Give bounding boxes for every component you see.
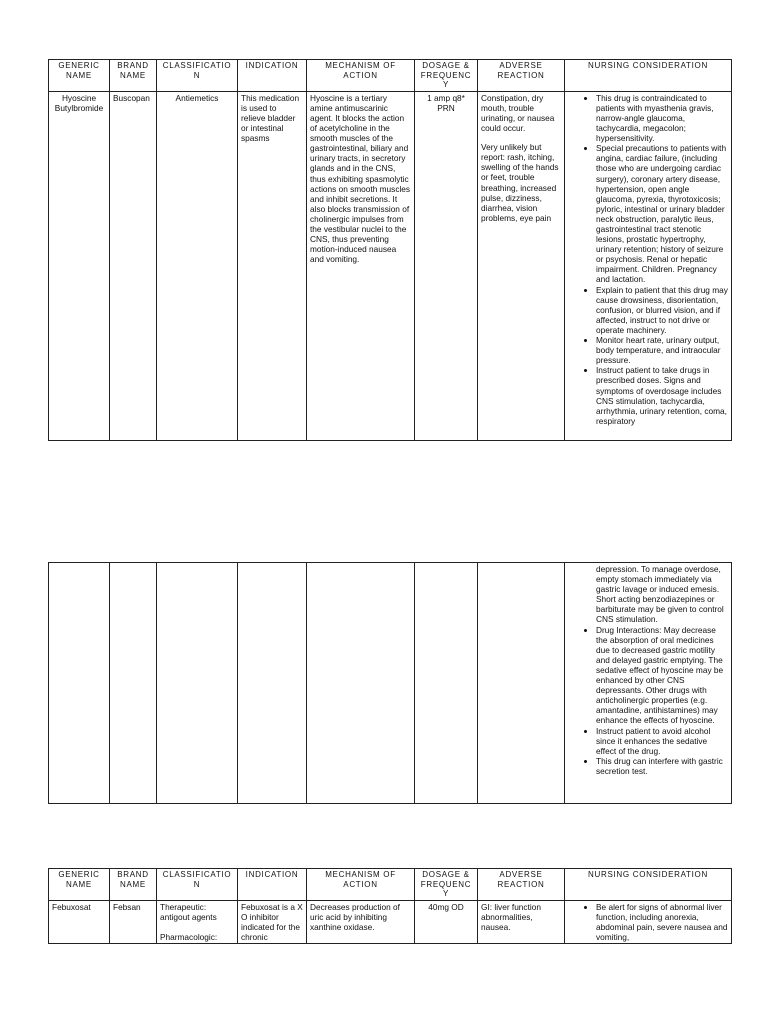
indication-cell: Febuxosat is a X O inhibitor indicated for the chronic bbox=[238, 900, 307, 943]
header-brand-name: BRAND NAME bbox=[110, 60, 157, 92]
empty-cell bbox=[415, 563, 478, 804]
nursing-consideration-cell bbox=[565, 900, 732, 943]
header-classification: CLASSIFICATION bbox=[157, 60, 238, 92]
adverse-reaction-cell bbox=[478, 91, 565, 440]
drug-table-1 bbox=[48, 59, 732, 441]
drug-table-continued bbox=[48, 562, 732, 804]
empty-cell bbox=[49, 563, 110, 804]
header-adverse: ADVERSE REACTION bbox=[478, 869, 565, 901]
list-item: • Drug Interactions: May decrease the absorption of oral medicines due to decreased gastric motility and delayed gastric emptying. The sedative effect of hyoscine may be enhanced by other CNS depressants. Other drugs with anticholinergic properties (e.g. amantadine, antihistamines) may enhance the effects of hyoscine. bbox=[596, 625, 728, 726]
classification-cell: Antiemetics bbox=[157, 91, 238, 440]
dosage-cell: 1 amp q8* PRN bbox=[415, 91, 478, 440]
list-item: • Be alert for signs of abnormal liver function, including anorexia, abdominal pain, severe nausea and vomiting, bbox=[596, 902, 728, 942]
list-item: • Instruct patient to avoid alcohol since it enhances the sedative effect of the drug. bbox=[596, 726, 728, 756]
table-row bbox=[49, 900, 732, 943]
list-item-continued: depression. To manage overdose, empty stomach immediately via gastric lavage or induced emesis. Short acting benzodiazepines or barbiturate may be given to control CNS stimulation. bbox=[596, 564, 724, 625]
empty-cell bbox=[478, 563, 565, 804]
header-nursing: NURSING CONSIDERATION bbox=[565, 869, 732, 901]
list-item: • Explain to patient that this drug may cause drowsiness, disorientation, confusion, or blurred vision, and if affected, instruct to not drive or operate machinery. bbox=[596, 285, 728, 335]
header-mechanism: MECHANISM OF ACTION bbox=[307, 869, 415, 901]
list-item: • This drug is contraindicated to patients with myasthenia gravis, narrow-angle glaucoma, tachycardia, megacolon; hypersensitivity. bbox=[596, 93, 728, 143]
list-item: • This drug can interfere with gastric secretion test. bbox=[596, 756, 728, 776]
list-item: • Special precautions to patients with angina, cardiac failure, (including those who are undergoing cardiac surgery), coronary artery disease, hypertension, open angle glaucoma, pyrexia, thyrotoxicosis; pyloric, intestinal or urinary bladder neck obstruction, paralytic ileus, gastrointestinal tract stenotic lesions, prostatic hypertrophy, urinary retention; history of seizure or psychosis. Renal or hepatic impairment. Children. Pregnancy and lactation. bbox=[596, 143, 728, 284]
empty-cell bbox=[110, 563, 157, 804]
header-nursing: NURSING CONSIDERATION bbox=[565, 60, 732, 92]
header-generic-name: GENERIC NAME bbox=[49, 869, 110, 901]
adverse-reaction-cell: GI: liver function abnormalities, nausea. bbox=[478, 900, 565, 943]
table-row bbox=[49, 563, 732, 804]
header-dosage: DOSAGE & FREQUENCY bbox=[415, 60, 478, 92]
header-indication: INDICATION bbox=[238, 60, 307, 92]
drug-table-2 bbox=[48, 868, 732, 944]
generic-name-cell: Febuxosat bbox=[49, 900, 110, 943]
header-dosage: DOSAGE & FREQUENCY bbox=[415, 869, 478, 901]
classification-pharmacologic: Pharmacologic: bbox=[160, 931, 218, 942]
header-adverse: ADVERSE REACTION bbox=[478, 60, 565, 92]
brand-name-cell: Buscopan bbox=[110, 91, 157, 440]
header-row bbox=[49, 60, 732, 92]
classification-therapeutic: Therapeutic: antigout agents bbox=[160, 901, 217, 922]
mechanism-cell: Decreases production of uric acid by inhibiting xanthine oxidase. bbox=[307, 900, 415, 943]
list-item: • Monitor heart rate, urinary output, body temperature, and intraocular pressure. bbox=[596, 335, 728, 365]
header-classification: CLASSIFICATION bbox=[157, 869, 238, 901]
dosage-cell: 40mg OD bbox=[415, 900, 478, 943]
header-indication: INDICATION bbox=[238, 869, 307, 901]
table-row bbox=[49, 91, 732, 440]
nursing-consideration-cell bbox=[565, 91, 732, 440]
empty-cell bbox=[157, 563, 238, 804]
mechanism-cell: Hyoscine is a tertiary amine antimuscarinic agent. It blocks the action of acetylcholine in the smooth muscles of the gastrointestinal, biliary and urinary tracts, in secretory glands and in the CNS, thus exhibiting spasmolytic actions on smooth muscles and inhibit secretions. It also blocks transmission of cholinergic impulses from the vestibular nuclei to the CNS, thus preventing motion-induced nausea and vomiting. bbox=[307, 91, 415, 440]
empty-cell bbox=[307, 563, 415, 804]
adverse-rare: Very unlikely but report: rash, itching, swelling of the hands or feet, trouble breathing, increased pulse, dizziness, diarrhea, vision problems, eye pain bbox=[481, 142, 559, 223]
header-generic-name: GENERIC NAME bbox=[49, 60, 110, 92]
indication-cell: This medication is used to relieve bladder or intestinal spasms bbox=[238, 91, 307, 440]
classification-cell bbox=[157, 900, 238, 943]
adverse-common: Constipation, dry mouth, trouble urinating, or nausea could occur. bbox=[481, 92, 555, 134]
empty-cell bbox=[238, 563, 307, 804]
header-brand-name: BRAND NAME bbox=[110, 869, 157, 901]
brand-name-cell: Febsan bbox=[110, 900, 157, 943]
generic-name-cell: Hyoscine Butylbromide bbox=[49, 91, 110, 440]
header-mechanism: MECHANISM OF ACTION bbox=[307, 60, 415, 92]
list-item: • Instruct patient to take drugs in prescribed doses. Signs and symptoms of overdosage includes CNS stimulation, tachycardia, arrhythmia, urinary retention, coma, respiratory bbox=[596, 365, 728, 426]
nursing-consideration-cell bbox=[565, 563, 732, 804]
header-row bbox=[49, 869, 732, 901]
